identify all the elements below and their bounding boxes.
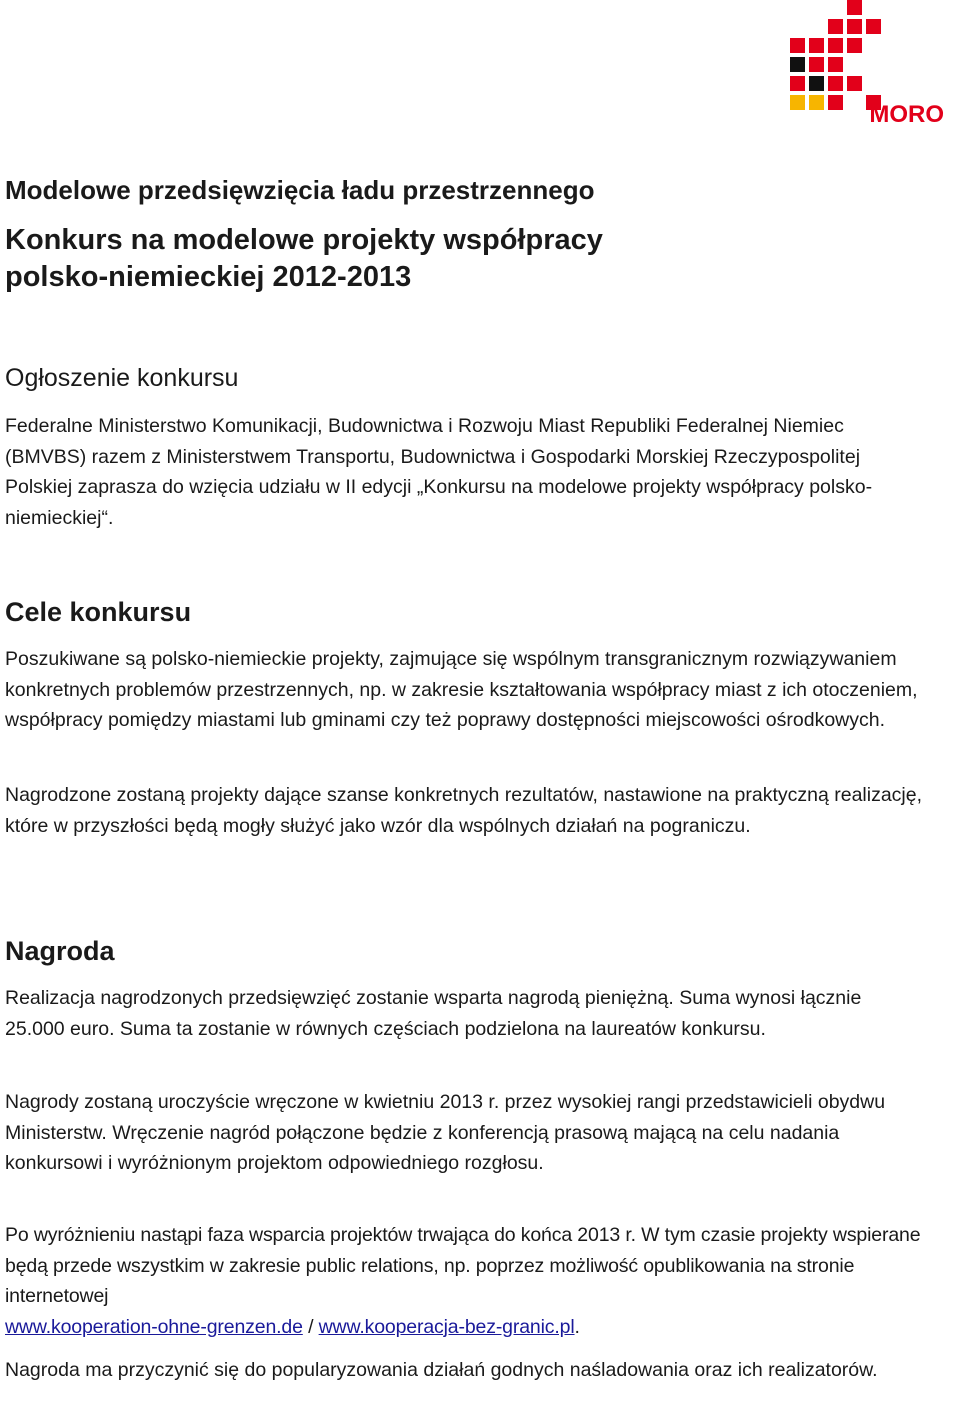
link-kooperation-ohne-grenzen[interactable]: www.kooperation-ohne-grenzen.de — [5, 1315, 303, 1338]
prize-paragraph: Realizacja nagrodzonych przedsięwzięć zostanie wsparta nagrodą pieniężną. Suma wynosi łącznie 25.000 euro. Suma ta zostanie w równych częściach podzielona na laureatów konkursu. — [5, 987, 862, 1040]
prize-paragraph: Nagroda ma przyczynić się do popularyzowania działań godnych naśladowania oraz ich realizatorów. — [5, 1359, 878, 1381]
logo-tile — [828, 95, 843, 110]
logo-tile — [809, 95, 824, 110]
goals-heading: Cele konkursu — [5, 597, 192, 627]
logo-tile — [809, 38, 824, 53]
logo-tile — [866, 19, 881, 34]
logo-tile — [790, 57, 805, 72]
logo-tile — [828, 38, 843, 53]
logo-tile — [790, 95, 805, 110]
logo-tile — [847, 76, 862, 91]
prize-paragraph: Nagrody zostaną uroczyście wręczone w kwietniu 2013 r. przez wysokiej rangi przedstawicieli obydwu Ministerstw. Wręczenie nagród połączone będzie z konferencją prasową mającą na celu nadania konkursowi i wyróżnionym projektom odpowiedniego rozgłosu. — [5, 1091, 886, 1175]
moro-logo — [772, 0, 952, 126]
sentence-end: . — [574, 1315, 580, 1338]
logo-tile — [809, 76, 824, 91]
prize-heading: Nagroda — [5, 936, 115, 966]
logo-tile — [790, 76, 805, 91]
prize-support-paragraph — [5, 1220, 923, 1342]
announcement-text: Federalne Ministerstwo Komunikacji, Budownictwa i Rozwoju Miast Republiki Federalnej Niemiec (BMVBS) razem z Ministerstwem Transportu, Budownictwa i Gospodarki Morskiej Rzeczypospolitej Polskiej zaprasza do wzięcia udziału w II edycji „Konkursu na modelowe projekty współpracy polsko-niemieckiej“. — [5, 415, 873, 529]
support-text: Po wyróżnieniu nastąpi faza wsparcia projektów trwająca do końca 2013 r. W tym czasie projekty wspierane będą przede wszystkim w zakresie public relations, np. poprzez możliwość opublikowania na stronie internetowej — [5, 1224, 921, 1308]
logo-tile — [847, 19, 862, 34]
logo-tile — [847, 38, 862, 53]
goals-paragraph: Poszukiwane są polsko-niemieckie projekty, zajmujące się wspólnym transgranicznym rozwiązywaniem konkretnych problemów przestrzennych, np. w zakresie kształtowania współpracy miast z ich otoczeniem, współpracy pomiędzy miastami lub gminami czy też poprawy dostępności miejscowości ośrodkowych. — [5, 648, 918, 732]
competition-title: Konkurs na modelowe projekty współpracy polsko-niemieckiej 2012-2013 — [5, 224, 603, 293]
logo-tile — [809, 57, 824, 72]
moro-logo-graphic — [772, 0, 952, 126]
goals-paragraph: Nagrodzone zostaną projekty dające szanse konkretnych rezultatów, nastawione na praktyczną realizację, które w przyszłości będą mogły służyć jako wzór dla wspólnych działań na pograniczu. — [5, 784, 923, 837]
document-title: Modelowe przedsięwzięcia ładu przestrzennego — [5, 175, 595, 205]
link-kooperacja-bez-granic[interactable]: www.kooperacja-bez-granic.pl — [318, 1315, 575, 1338]
logo-tile — [828, 76, 843, 91]
logo-tile — [790, 38, 805, 53]
logo-tile — [828, 19, 843, 34]
logo-text: MORO — [869, 101, 944, 126]
logo-tile — [828, 57, 843, 72]
logo-tile — [847, 0, 862, 15]
link-separator: / — [302, 1315, 319, 1338]
announcement-heading: Ogłoszenie konkursu — [5, 364, 239, 392]
